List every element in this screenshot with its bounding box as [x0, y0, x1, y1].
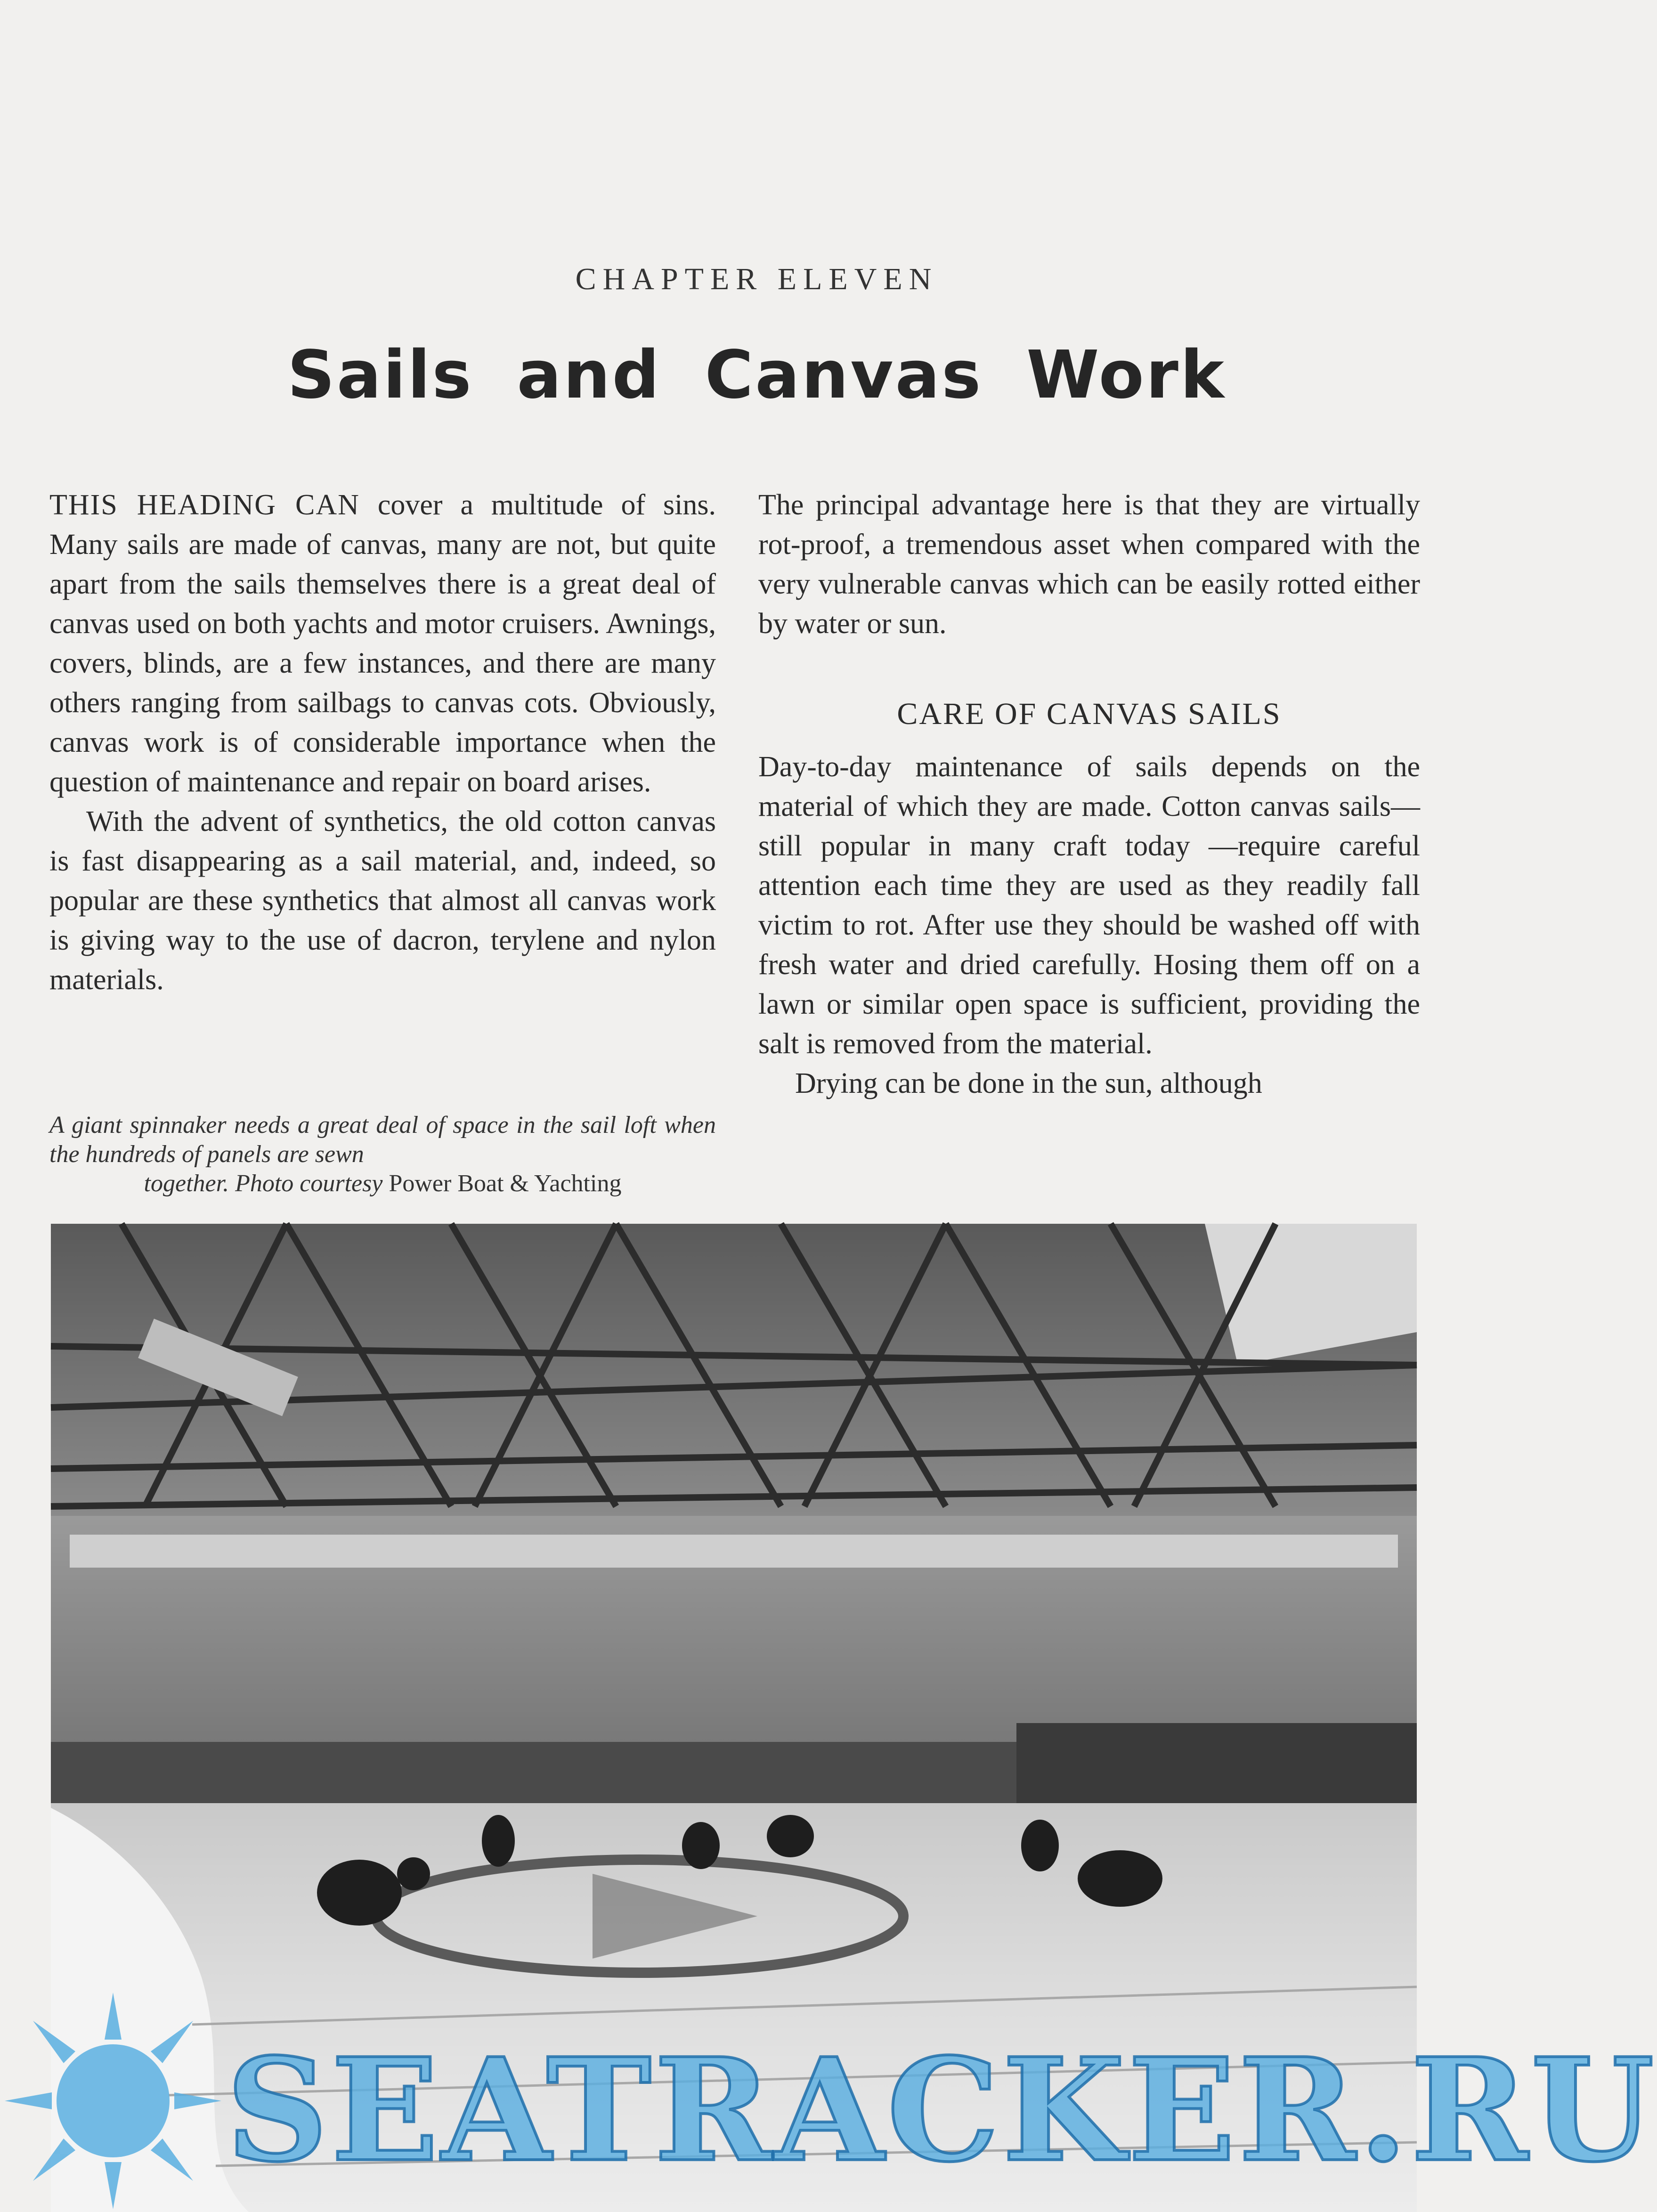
caption-last-line [49, 1169, 716, 1198]
left-paragraph-1-text: cover a multitude of sins. Many sails are made of canvas, many are not, but quite apart from the sails themselves there is a great deal of canvas used on both yachts and motor cruisers. Awnings, covers, blinds, are a few instances, and there are many others ranging from sailbags to canvas cots. Obviously, canvas work is of considerable importance when the question of maintenance and repair on board arises. [49, 489, 716, 798]
caption-courtesy: together. Photo courtesy [144, 1170, 383, 1197]
wall-windows [70, 1535, 1398, 1568]
caption-credit: Power Boat & Yachting [389, 1170, 622, 1197]
chapter-title: Sails and Canvas Work [287, 337, 1226, 414]
right-paragraph-3: Drying can be done in the sun, although [795, 1067, 1262, 1099]
lead-in: THIS HEADING CAN [49, 489, 360, 521]
left-paragraph-1 [49, 485, 716, 802]
chapter-label: CHAPTER ELEVEN [575, 262, 938, 296]
right-paragraph-1: The principal advantage here is that they are virtually rot-proof, a tremendous asset when compared with the very vulnerable canvas which can be easily rotted either by water or sun. [758, 489, 1420, 640]
caption-text: A giant spinnaker needs a great deal of space in the sail loft when the hundreds of panels are sewn [49, 1112, 716, 1168]
section-heading: CARE OF CANVAS SAILS [897, 697, 1282, 731]
left-paragraph-2: With the advent of synthetics, the old cotton canvas is fast disappearing as a sail material, and, indeed, so popular are these synthetics that almost all canvas work is giving way to the use of dacron, terylene and nylon materials. [49, 805, 716, 996]
right-column [758, 485, 1420, 1103]
left-column [49, 485, 716, 1000]
watermark-text: SEATRACKER.RU [226, 2027, 1657, 2193]
photo-caption [49, 1111, 716, 1198]
right-paragraph-2: Day-to-day maintenance of sails depends on the material of which they are made. Cotton canvas sails—still popular in many craft today —require careful attention each time they are used as they readily fall victim to rot. After use they should be washed off with fresh water and dried carefully. Hosing them off on a lawn or similar open space is sufficient, providing the salt is removed from the material. [758, 751, 1420, 1060]
